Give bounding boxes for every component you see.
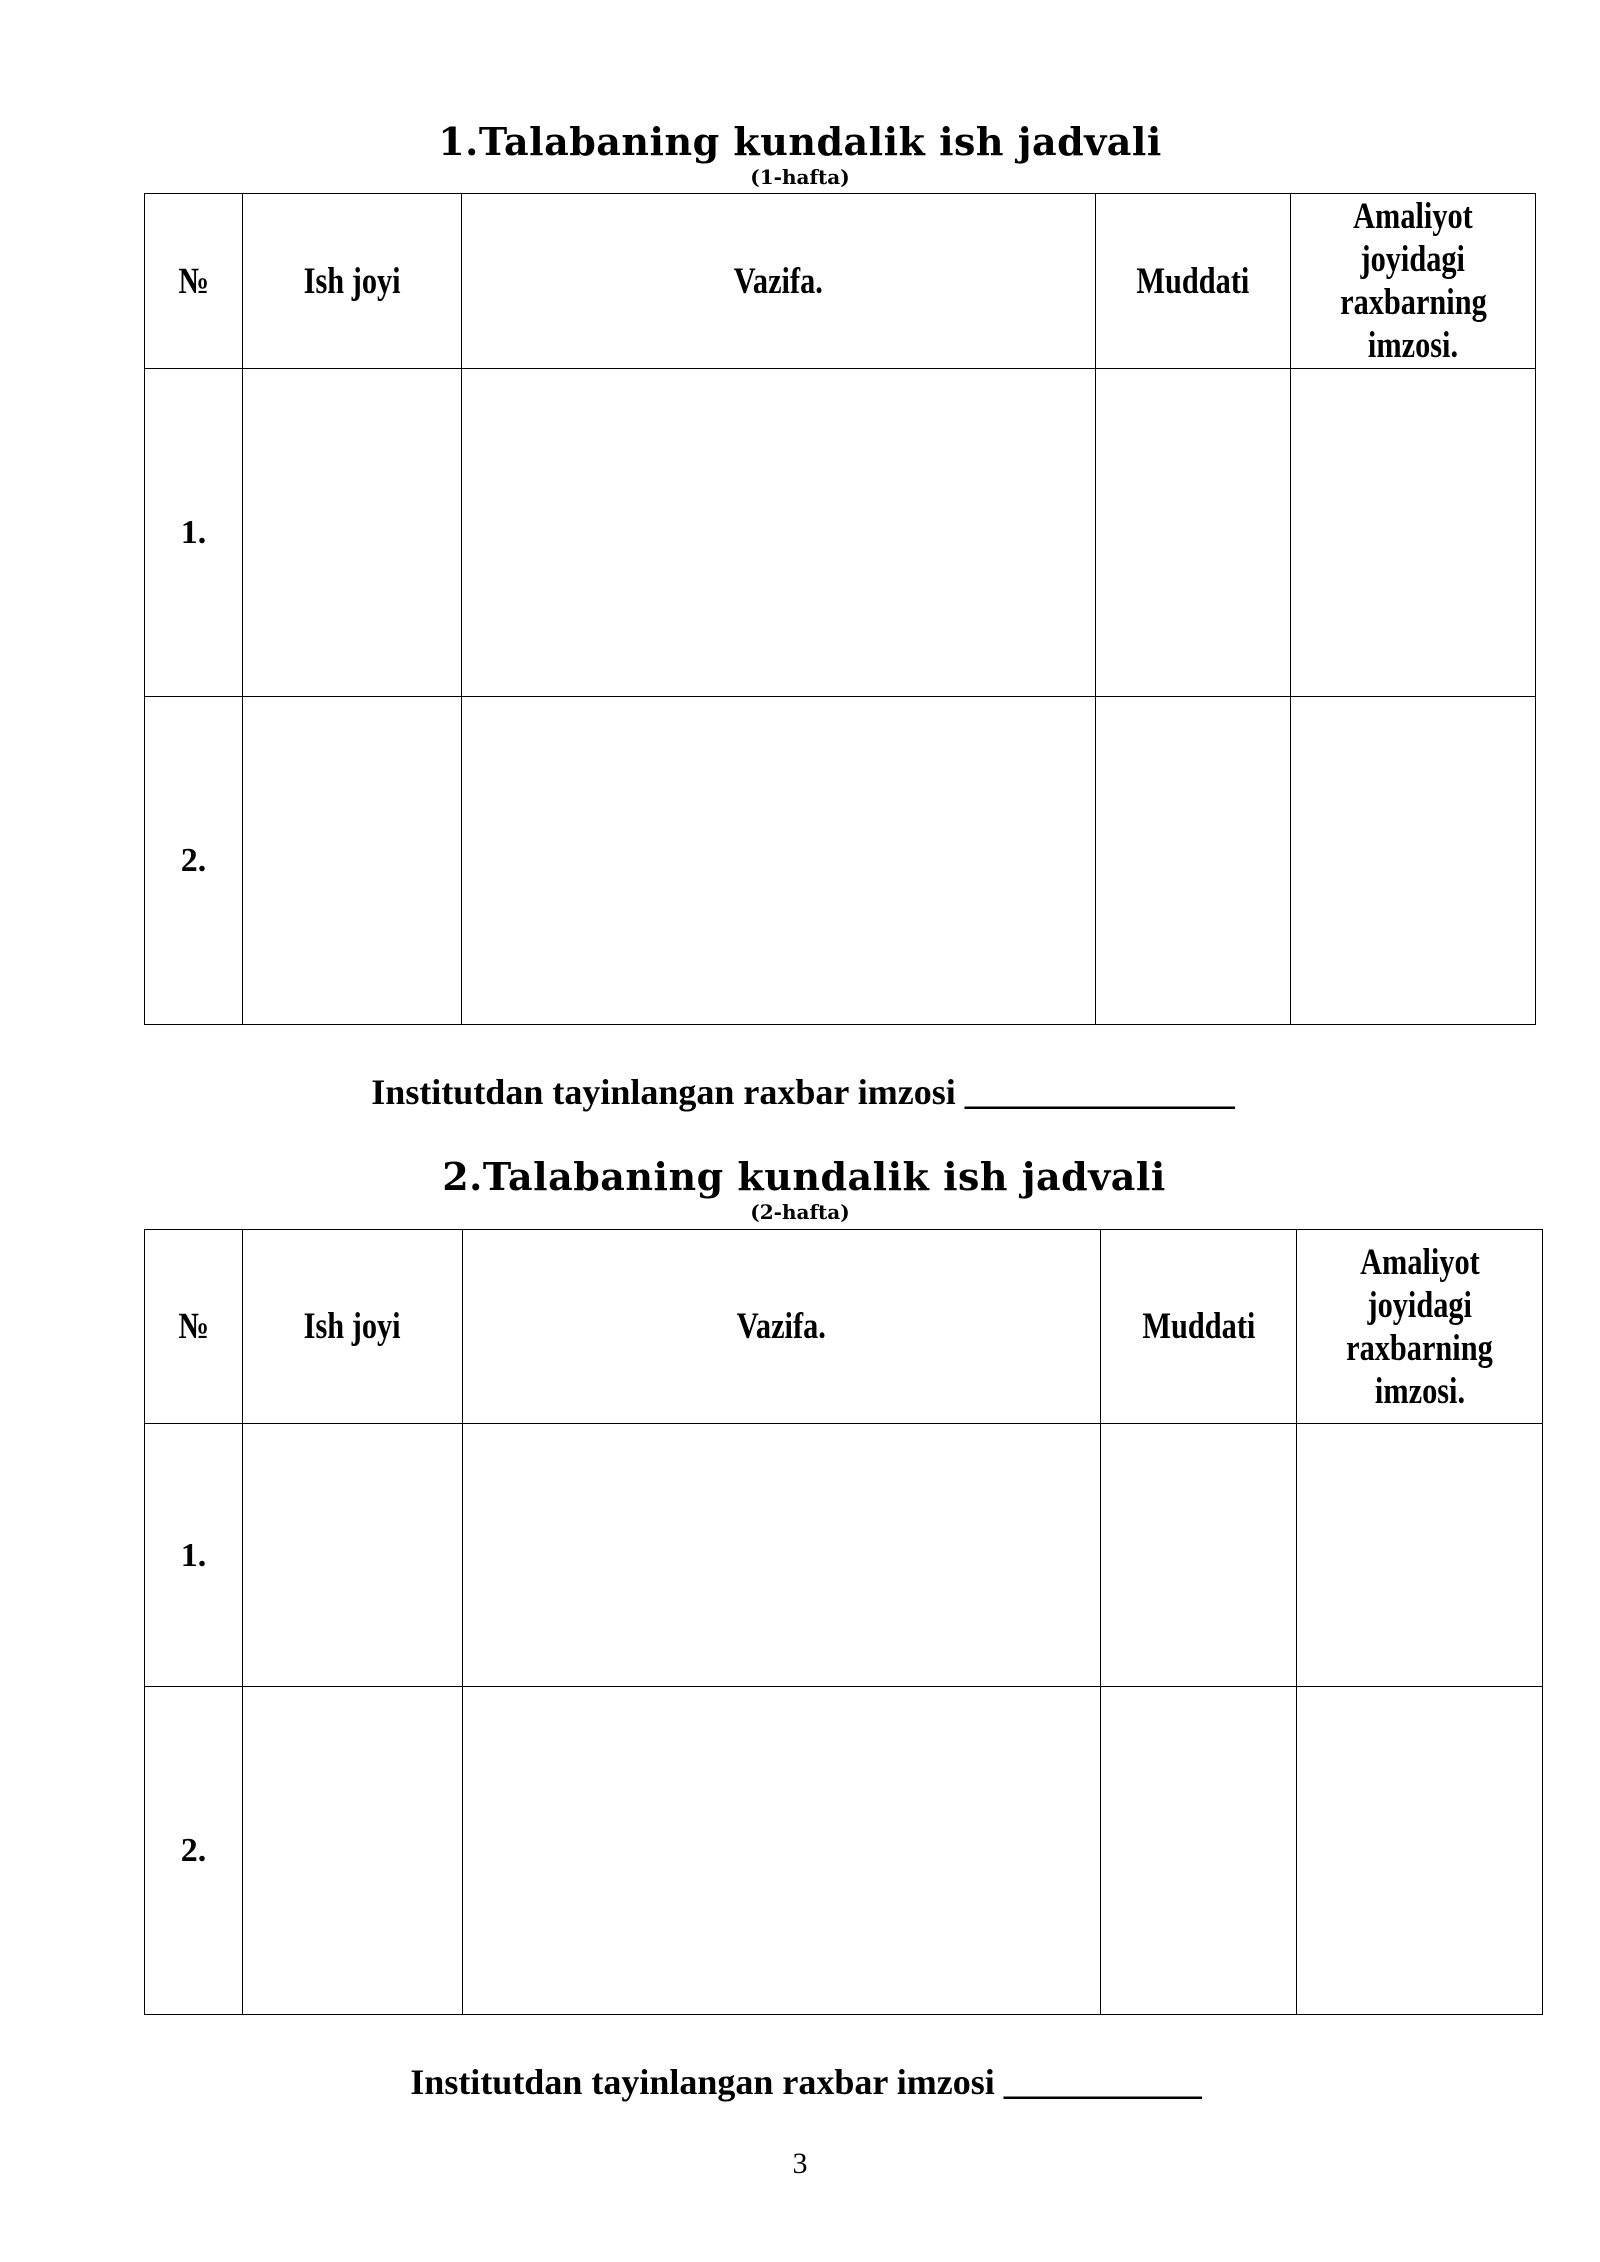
signature-cell[interactable] xyxy=(1291,369,1536,697)
task-cell[interactable] xyxy=(462,369,1096,697)
workplace-cell[interactable] xyxy=(243,1424,463,1687)
header-workplace: Ish joyi xyxy=(243,194,462,369)
header-supervisor-signature: Amaliyot joyidagi raxbarning imzosi. xyxy=(1297,1230,1543,1424)
header-task: Vazifa. xyxy=(462,194,1096,369)
row-number: 1. xyxy=(145,369,243,697)
supervisor-signature-line-2: Institutdan tayinlangan raxbar imzosi ___________ xyxy=(410,2062,1202,2102)
header-number: № xyxy=(145,1230,243,1424)
task-cell[interactable] xyxy=(462,697,1096,1025)
table-row xyxy=(145,1687,1543,2015)
row-number: 2. xyxy=(145,1687,243,2015)
page-number: 3 xyxy=(792,2147,808,2180)
signature-cell[interactable] xyxy=(1291,697,1536,1025)
section-2-week: (2-hafta) xyxy=(750,1200,850,1224)
task-cell[interactable] xyxy=(463,1687,1101,2015)
duration-cell[interactable] xyxy=(1096,369,1291,697)
journal-table-week-1 xyxy=(144,193,1536,1025)
task-cell[interactable] xyxy=(463,1424,1101,1687)
journal-table-week-2 xyxy=(144,1229,1543,2015)
workplace-cell[interactable] xyxy=(243,369,462,697)
table-row xyxy=(145,369,1536,697)
section-2-title: 2.Talabaning kundalik ish jadvali xyxy=(442,1154,1166,1199)
signature-cell[interactable] xyxy=(1297,1424,1543,1687)
section-1-title: 1.Talabaning kundalik ish jadvali xyxy=(438,119,1162,164)
duration-cell[interactable] xyxy=(1101,1687,1297,2015)
supervisor-signature-line-1: Institutdan tayinlangan raxbar imzosi _______________ xyxy=(371,1072,1235,1112)
workplace-cell[interactable] xyxy=(243,697,462,1025)
duration-cell[interactable] xyxy=(1096,697,1291,1025)
header-duration: Muddati xyxy=(1101,1230,1297,1424)
row-number: 1. xyxy=(145,1424,243,1687)
table-row xyxy=(145,697,1536,1025)
duration-cell[interactable] xyxy=(1101,1424,1297,1687)
table-row xyxy=(145,1424,1543,1687)
table-header-row xyxy=(145,1230,1543,1424)
section-1-week: (1-hafta) xyxy=(750,165,850,189)
row-number: 2. xyxy=(145,697,243,1025)
header-workplace: Ish joyi xyxy=(243,1230,463,1424)
workplace-cell[interactable] xyxy=(243,1687,463,2015)
table-header-row xyxy=(145,194,1536,369)
header-number: № xyxy=(145,194,243,369)
header-task: Vazifa. xyxy=(463,1230,1101,1424)
header-duration: Muddati xyxy=(1096,194,1291,369)
header-supervisor-signature: Amaliyot joyidagi raxbarning imzosi. xyxy=(1291,194,1536,369)
signature-cell[interactable] xyxy=(1297,1687,1543,2015)
